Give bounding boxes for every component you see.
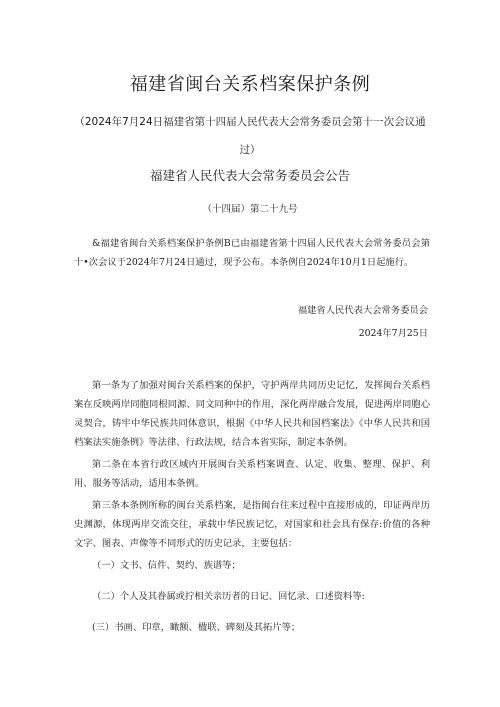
list-item: (三）书画、印章，瞰额、楹联、碑刻及其拓片等；: [92, 622, 301, 633]
article-3: 第三条本条例所称的闽台关系档案，是指闽台往来过程中直接形成的，印证两岸历史渊源，体现两岸交流交往，承载中华民族记忆，对国家和社会具有保存:价值的各种文字、图表、声像等不同形式的历史记录，主要包括：: [74, 500, 430, 549]
list-item: （一）文书、信件、契约、族谱等；: [92, 560, 241, 571]
document-title: 福建省闽台关系档案保护条例: [129, 74, 371, 95]
list-item: （二）个人及其眷属或拧相关亲历者的日记、回忆录、口述资料等:: [92, 591, 365, 602]
article-2: 第二条在本省行政区域内开展闽台关系档案调査、认定、收集、整理、保护、利用、服务等活动，适用本条例。: [74, 459, 430, 489]
announcement-heading: 福建省人民代表大会常务委员会公告: [149, 168, 350, 183]
document-subtitle: （2024年7月24日福建省第十四届人民代表大会常务委员会第十一次会议通过）: [74, 116, 426, 156]
announcement-body: &福建省闽台关系档案保护条例B已由福建省第十四届人民代表大会常务委员会第十•次会议于2024年7月24日通过，现予公布。本条例自2024年10月1日起施行。: [74, 238, 430, 268]
article-3-items: [92, 560, 430, 653]
announcement-number: （十四届）第二十九号: [202, 204, 298, 215]
articles-section: [74, 376, 430, 556]
signature-org: 福建省人民代表大会常务委员会: [297, 305, 428, 316]
article-1: 第一条为了加强对闽台关系档案的保护，守护两岸共同历史记忆，发挥闽台关系档案在反映两岸同胞同根同源、同文同种中的作用，深化两岸融合发展，促进两岸同胞心灵契合，铸牢中华民族共同体意识，根据《中华人民共和国档案法》《中华人民共和国档案法实施条例》等法律、行政法规，结合本省实际，制定本条例。: [74, 380, 430, 448]
signature-date: 2024年7月25日: [358, 328, 428, 339]
